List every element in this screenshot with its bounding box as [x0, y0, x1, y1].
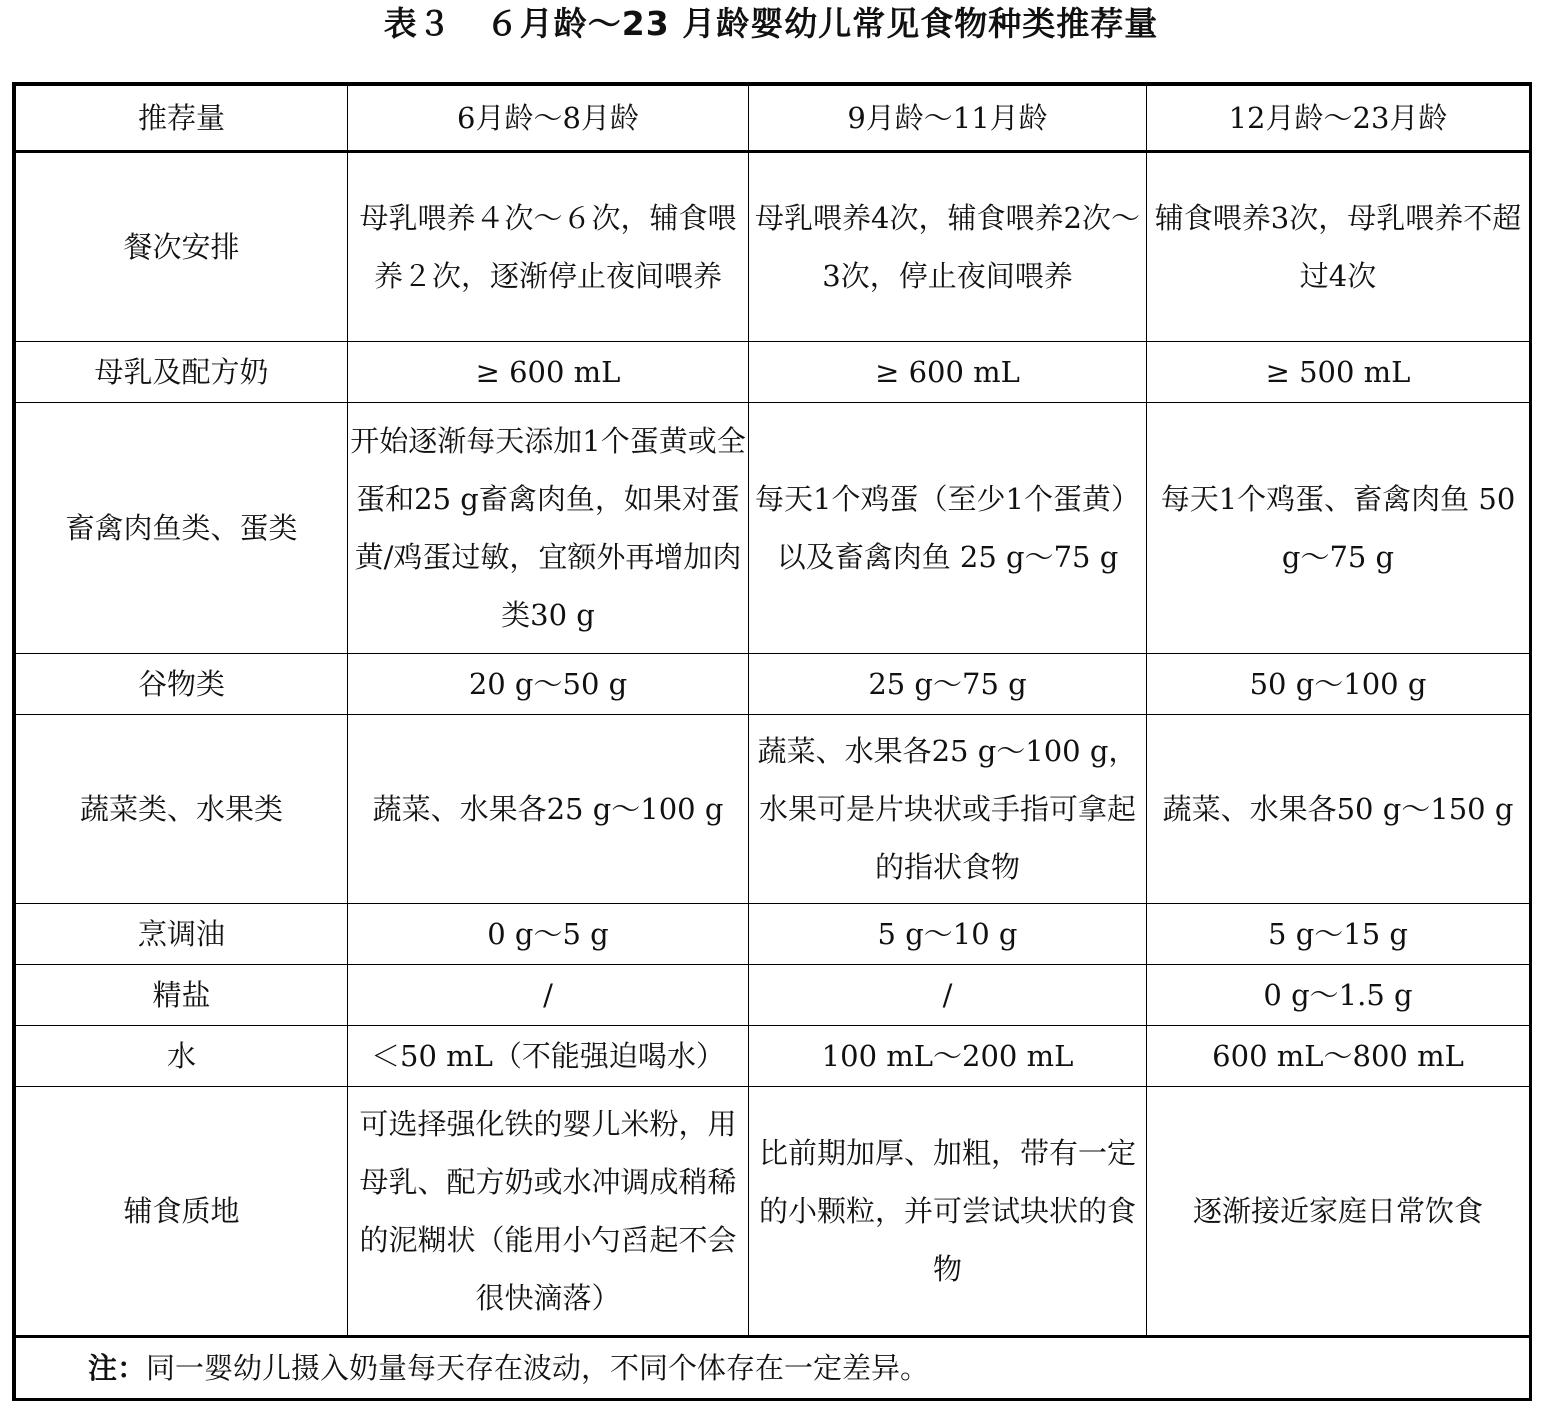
- table-cell: 逐渐接近家庭日常饮食: [1147, 1087, 1530, 1337]
- table-cell: 母乳喂养4次，辅食喂养2次～3次，停止夜间喂养: [749, 152, 1147, 342]
- table-row-vegetables-fruits: [16, 715, 1530, 904]
- table-cell: 25 g～75 g: [749, 654, 1147, 715]
- table-cell: ＜50 mL（不能强迫喝水）: [348, 1026, 749, 1087]
- table-cell: /: [749, 965, 1147, 1026]
- table-cell: 可选择强化铁的婴儿米粉，用母乳、配方奶或水冲调成稍稀的泥糊状（能用小勺舀起不会很快滴落）: [348, 1087, 749, 1337]
- table-cell: 0 g～5 g: [348, 904, 749, 965]
- table-title: 表３ ６月龄～23 月龄婴幼儿常见食物种类推荐量: [383, 4, 1159, 43]
- table-cell: 辅食喂养3次，母乳喂养不超过4次: [1147, 152, 1530, 342]
- header-12-23-months: 12月龄～23月龄: [1147, 86, 1530, 152]
- table-row-meat-eggs: [16, 403, 1530, 654]
- row-label: 谷物类: [16, 654, 348, 715]
- note-prefix: 注：: [88, 1351, 147, 1385]
- recommendation-table: [15, 85, 1530, 1399]
- table-cell: 0 g～1.5 g: [1147, 965, 1530, 1026]
- header-6-8-months: 6月龄～8月龄: [348, 86, 749, 152]
- row-label: 蔬菜类、水果类: [16, 715, 348, 904]
- table-cell: ≥ 600 mL: [749, 342, 1147, 403]
- recommendation-table-container: [12, 82, 1532, 1401]
- row-label: 水: [16, 1026, 348, 1087]
- table-row-meal-schedule: [16, 152, 1530, 342]
- row-label: 畜禽肉鱼类、蛋类: [16, 403, 348, 654]
- row-label: 餐次安排: [16, 152, 348, 342]
- row-label: 母乳及配方奶: [16, 342, 348, 403]
- table-cell: 100 mL～200 mL: [749, 1026, 1147, 1087]
- header-9-11-months: 9月龄～11月龄: [749, 86, 1147, 152]
- table-row-water: [16, 1026, 1530, 1087]
- row-label: 辅食质地: [16, 1087, 348, 1337]
- row-label: 精盐: [16, 965, 348, 1026]
- header-recommendation: 推荐量: [16, 86, 348, 152]
- table-cell: /: [348, 965, 749, 1026]
- table-cell: 每天1个鸡蛋、畜禽肉鱼 50 g～75 g: [1147, 403, 1530, 654]
- table-row-note: [16, 1337, 1530, 1399]
- table-row-salt: [16, 965, 1530, 1026]
- table-cell: 20 g～50 g: [348, 654, 749, 715]
- row-label: 烹调油: [16, 904, 348, 965]
- table-row-grains: [16, 654, 1530, 715]
- table-cell: 蔬菜、水果各25 g～100 g，水果可是片块状或手指可拿起的指状食物: [749, 715, 1147, 904]
- table-cell: ≥ 600 mL: [348, 342, 749, 403]
- header-row: [16, 86, 1530, 152]
- table-row-cooking-oil: [16, 904, 1530, 965]
- table-cell: ≥ 500 mL: [1147, 342, 1530, 403]
- table-cell: 蔬菜、水果各50 g～150 g: [1147, 715, 1530, 904]
- table-cell: 每天1个鸡蛋（至少1个蛋黄）以及畜禽肉鱼 25 g～75 g: [749, 403, 1147, 654]
- table-cell: 5 g～15 g: [1147, 904, 1530, 965]
- table-cell: 母乳喂养４次～６次，辅食喂养２次，逐渐停止夜间喂养: [348, 152, 749, 342]
- table-row-milk: [16, 342, 1530, 403]
- table-cell: 5 g～10 g: [749, 904, 1147, 965]
- table-note: [16, 1337, 1530, 1399]
- note-text: 同一婴幼儿摄入奶量每天存在波动，不同个体存在一定差异。: [146, 1351, 930, 1385]
- table-cell: 蔬菜、水果各25 g～100 g: [348, 715, 749, 904]
- table-cell: 比前期加厚、加粗，带有一定的小颗粒，并可尝试块状的食物: [749, 1087, 1147, 1337]
- table-cell: 开始逐渐每天添加1个蛋黄或全蛋和25 g畜禽肉鱼，如果对蛋黄/鸡蛋过敏，宜额外再增加肉类30 g: [348, 403, 749, 654]
- table-cell: 600 mL～800 mL: [1147, 1026, 1530, 1087]
- table-cell: 50 g～100 g: [1147, 654, 1530, 715]
- table-row-food-texture: [16, 1087, 1530, 1337]
